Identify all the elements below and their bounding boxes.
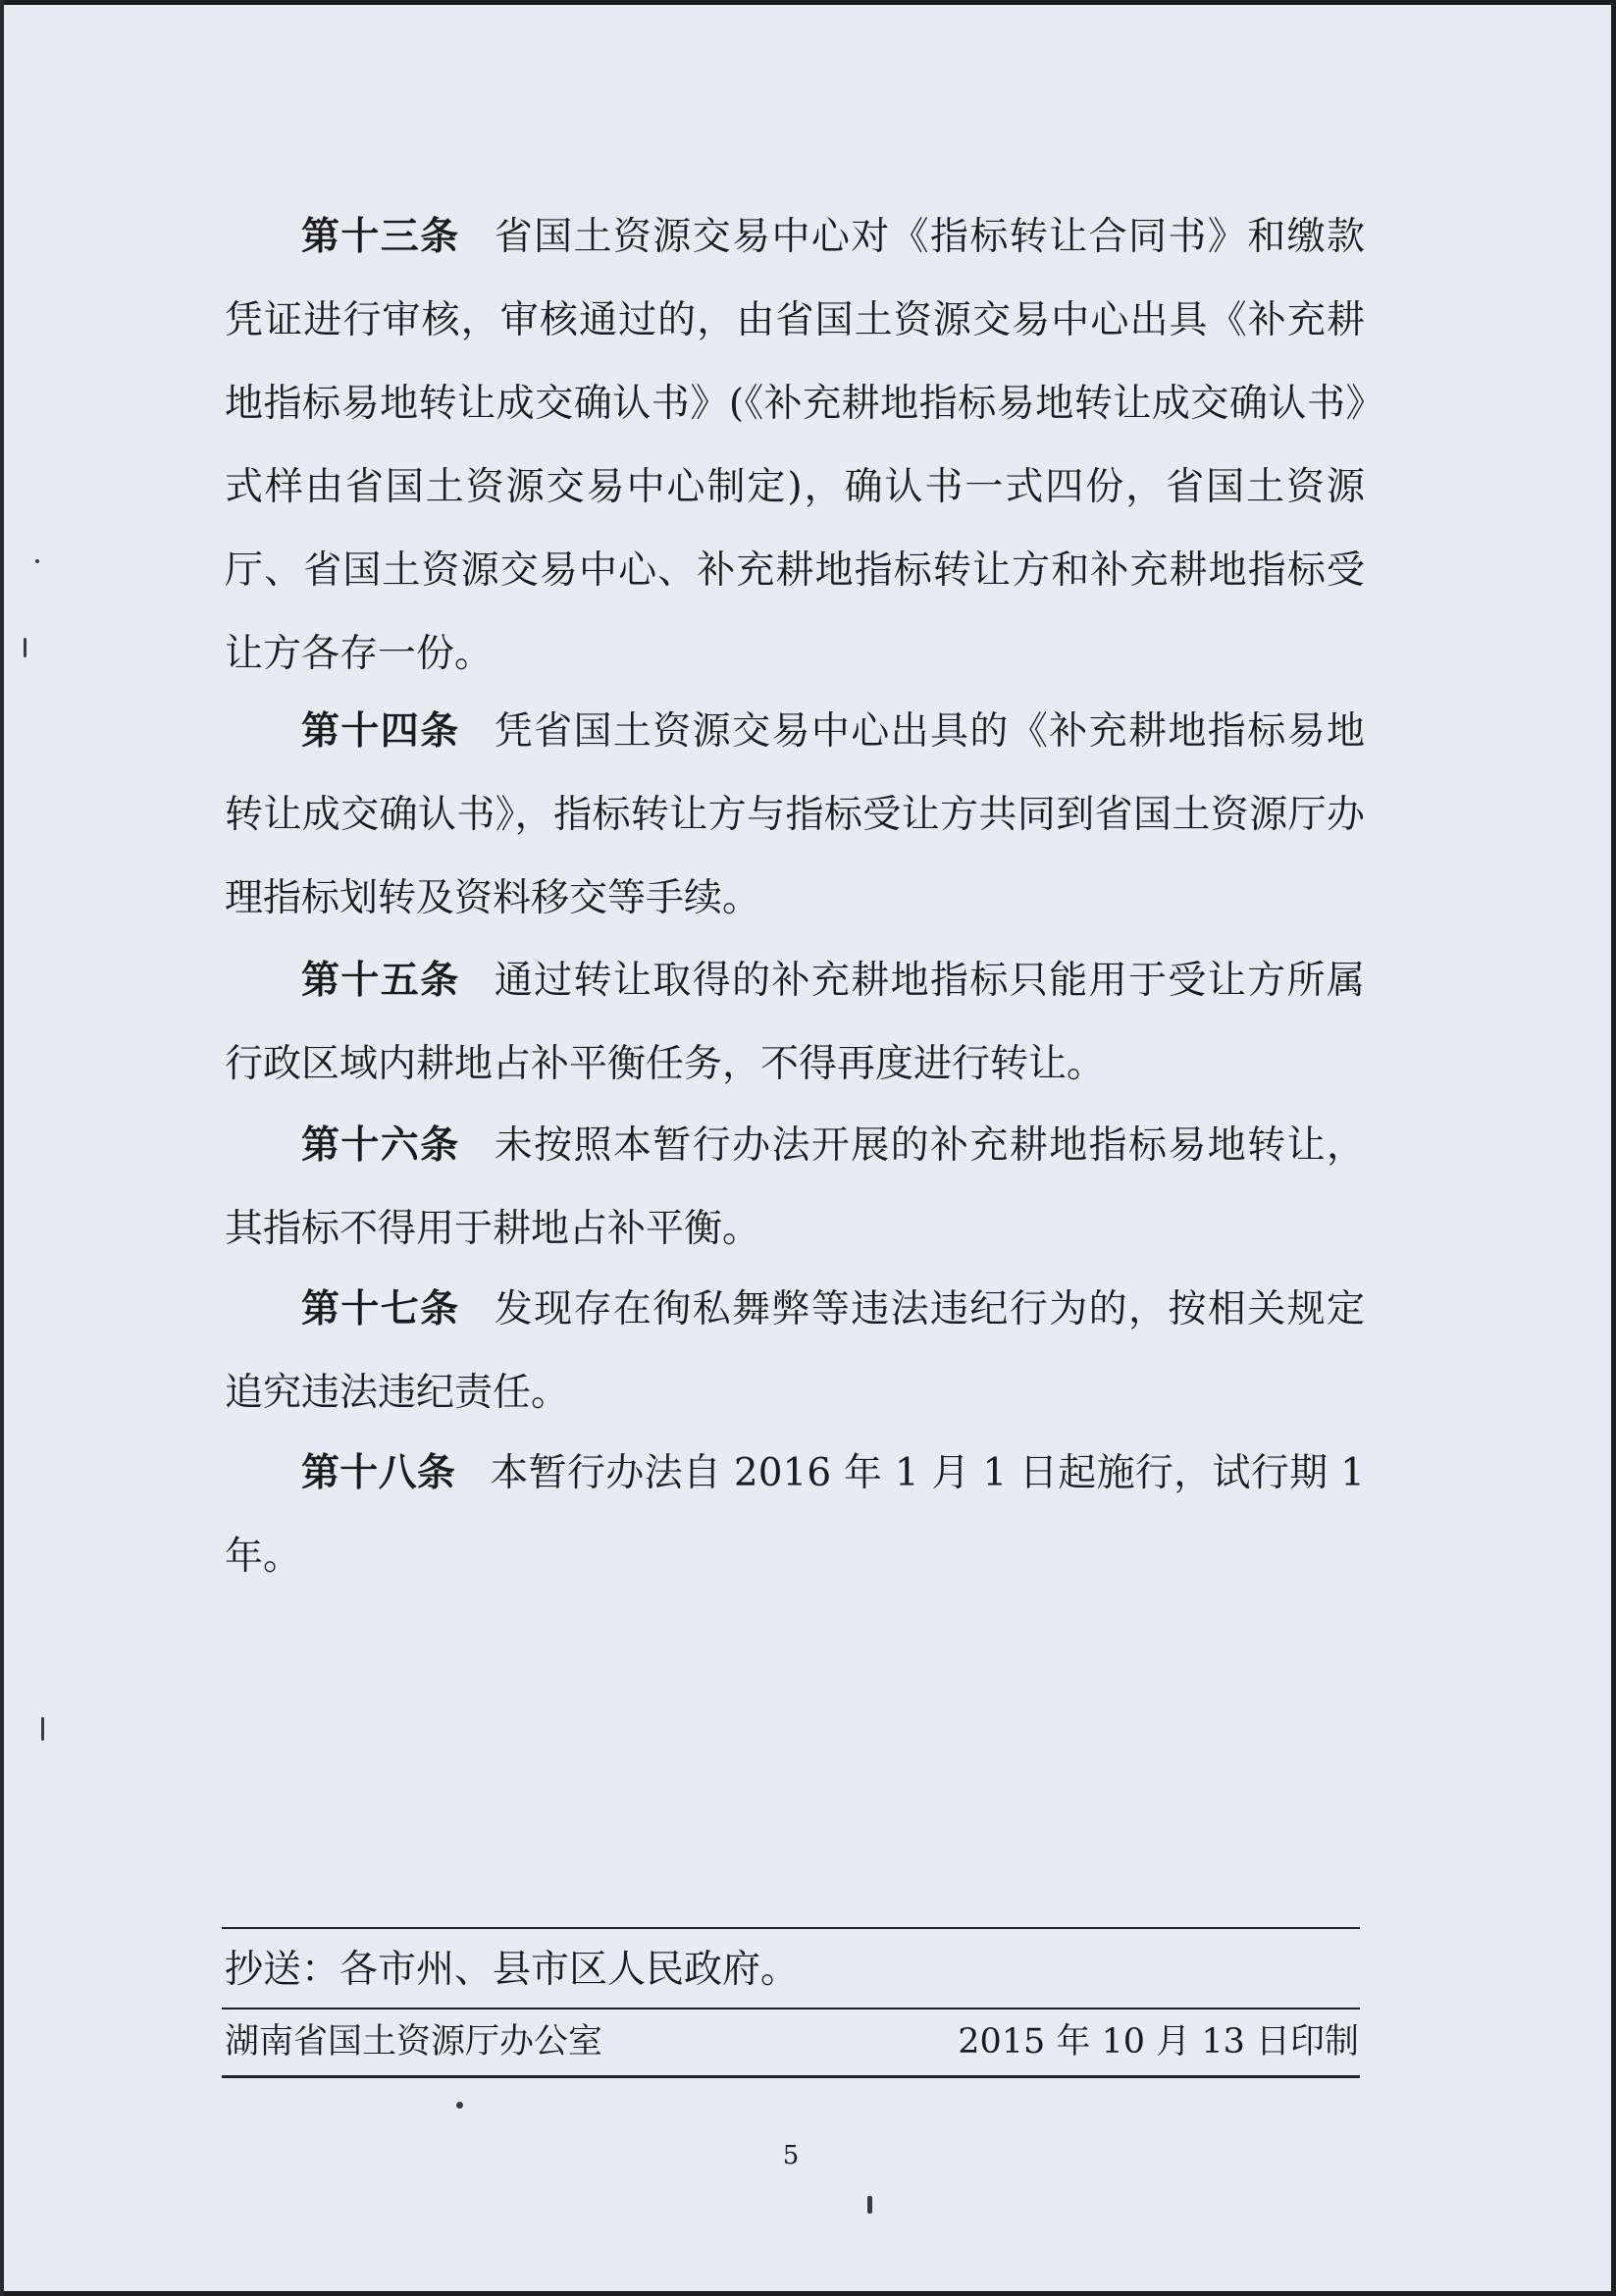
article-17: [225, 1268, 1365, 1435]
article-13: [225, 195, 1365, 696]
scan-speck: [35, 559, 39, 563]
scan-speck: [456, 2102, 463, 2109]
article-title: 第十七条: [301, 1287, 460, 1331]
scan-border-top: [0, 0, 1616, 5]
article-title: 第十六条: [301, 1123, 460, 1168]
article-title: 第十五条: [301, 959, 460, 1003]
article-14: [225, 690, 1365, 940]
page-number: 5: [782, 2141, 800, 2170]
article-title: 第十三条: [301, 215, 460, 259]
article-title: 第十八条: [301, 1451, 456, 1495]
footer-rule-bottom: [222, 2075, 1360, 2078]
footer-rule-middle: [222, 2008, 1360, 2009]
article-text: 未按照本暂行办法开展的补充耕地指标易地转让，其指标不得用于耕地占补平衡。: [225, 1123, 1365, 1251]
cc-line: 抄送：各市州、县市区人民政府。: [225, 1948, 800, 1992]
article-18: [225, 1432, 1365, 1598]
article-text: 通过转让取得的补充耕地指标只能用于受让方所属行政区域内耕地占补平衡任务，不得再度进行转让。: [225, 959, 1365, 1086]
scan-border-left: [0, 0, 4, 2296]
article-text: 省国土资源交易中心对《指标转让合同书》和缴款凭证进行审核，审核通过的，由省国土资源交易中心出具《补充耕地指标易地转让成交确认书》(《补充耕地指标易地转让成交确认书》式样由省国土资源交易中心制定)，确认书一式四份，省国土资源厅、省国土资源交易中心、补充耕地指标转让方和补充耕地指标受让方各存一份。: [225, 215, 1365, 676]
article-15: [225, 939, 1365, 1106]
scan-speck: [24, 638, 26, 657]
scan-speck: [41, 1717, 44, 1741]
article-16: [225, 1104, 1365, 1271]
scan-border-bottom: [0, 2291, 1616, 2296]
scan-speck: [867, 2196, 872, 2214]
scan-border-right: [1611, 0, 1616, 2296]
issuer: 湖南省国土资源厅办公室: [225, 2022, 603, 2061]
article-title: 第十四条: [301, 709, 460, 754]
article-text: 本暂行办法自 2016 年 1 月 1 日起施行，试行期 1 年。: [225, 1451, 1365, 1579]
footer-rule-top: [222, 1927, 1360, 1929]
article-text: 凭省国土资源交易中心出具的《补充耕地指标易地转让成交确认书》，指标转让方与指标受让方共同到省国土资源厅办理指标划转及资料移交等手续。: [225, 709, 1365, 920]
article-text: 发现存在徇私舞弊等违法违纪行为的，按相关规定追究违法违纪责任。: [225, 1287, 1365, 1415]
print-date: 2015 年 10 月 13 日印制: [958, 2022, 1359, 2061]
